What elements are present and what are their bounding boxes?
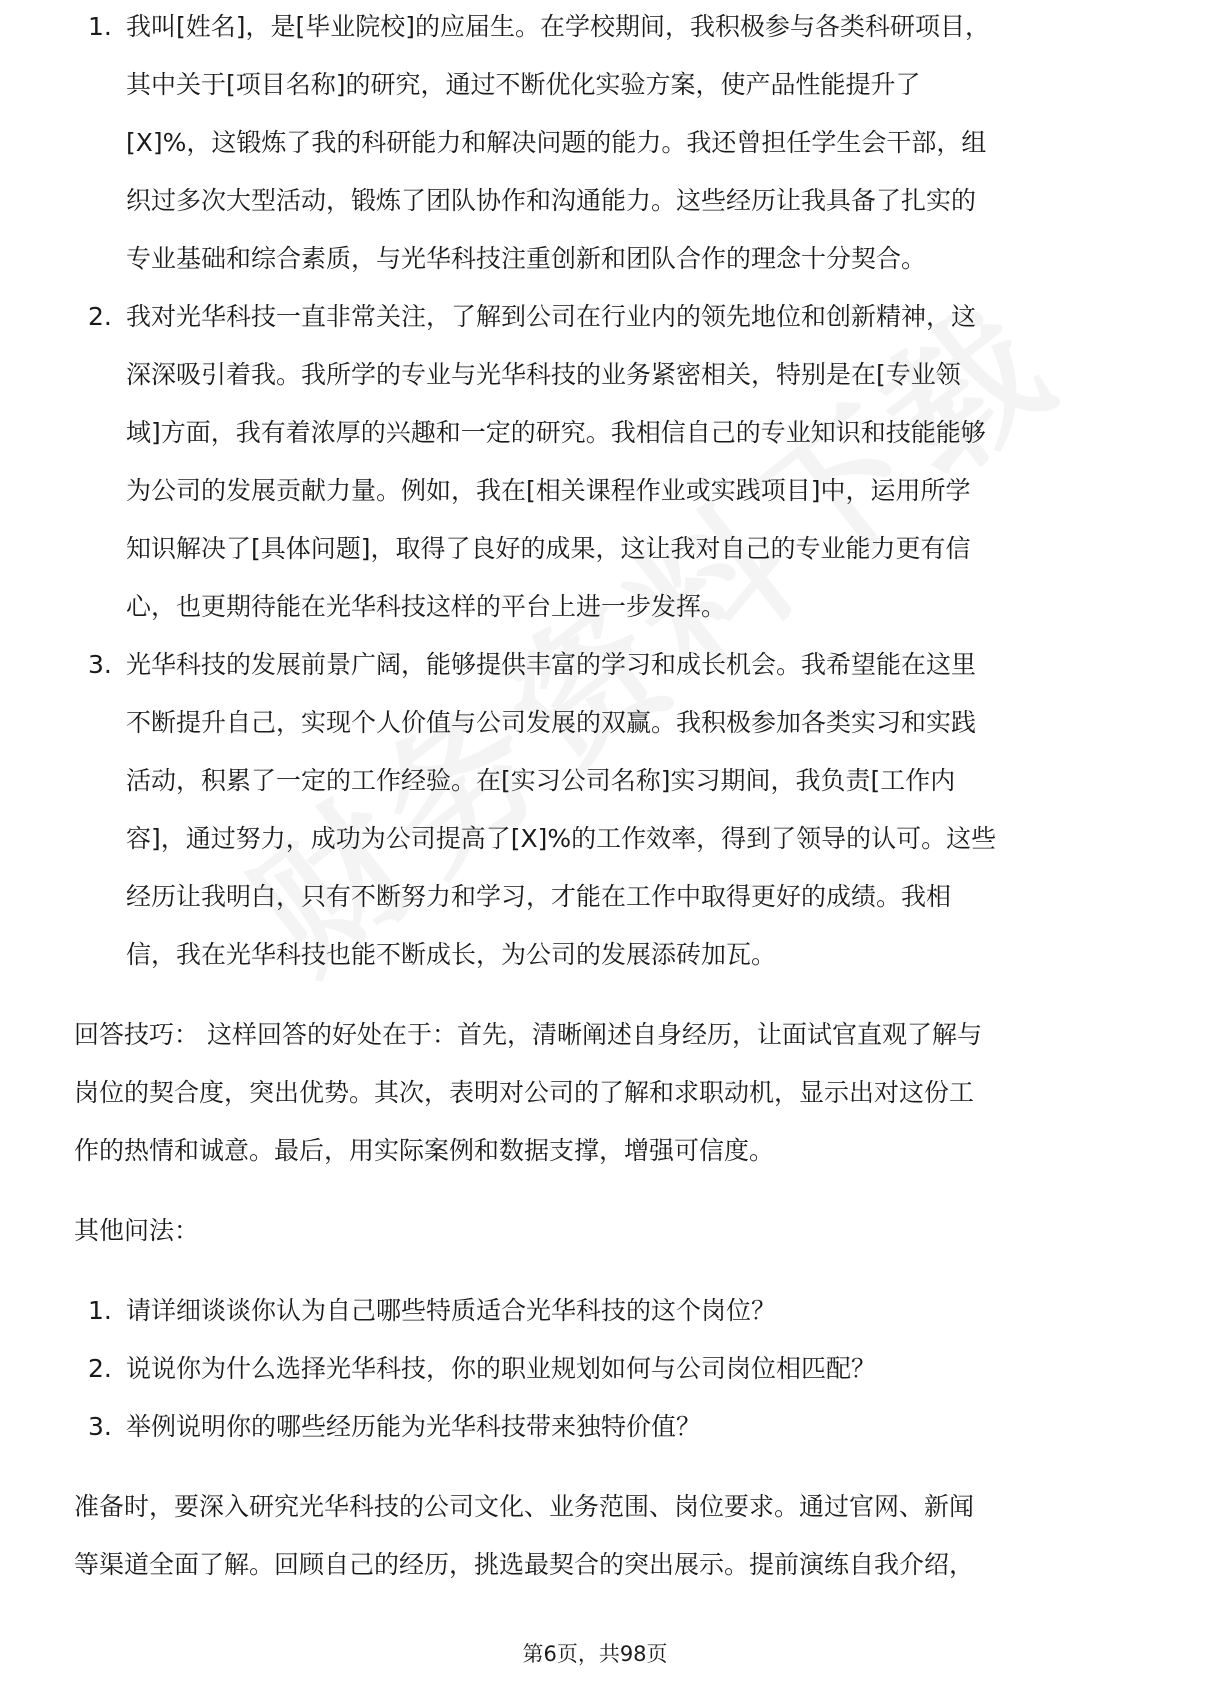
paragraph-line: 作的热情和诚意。最后，用实际案例和数据支撑，增强可信度。 xyxy=(74,1136,775,1165)
list-number: 1. xyxy=(88,12,112,41)
list-number: 2. xyxy=(88,1354,112,1383)
paragraph-line: 准备时，要深入研究光华科技的公司文化、业务范围、岗位要求。通过官网、新闻 xyxy=(74,1492,975,1521)
list-item-3 xyxy=(74,636,1124,984)
spacer xyxy=(74,1456,1124,1478)
question-text: 请详细谈谈你认为自己哪些特质适合光华科技的这个岗位？ xyxy=(126,1296,777,1325)
spacer xyxy=(74,984,1124,1006)
question-text: 说说你为什么选择光华科技，你的职业规划如何与公司岗位相匹配？ xyxy=(126,1354,877,1383)
list-line: 其中关于[项目名称]的研究，通过不断优化实验方案，使产品性能提升了 xyxy=(126,70,921,99)
list-line: 经历让我明白，只有不断努力和学习，才能在工作中取得更好的成绩。我相 xyxy=(126,882,952,911)
page-number: 第6页，共98页 xyxy=(522,1642,668,1666)
list-line: 活动，积累了一定的工作经验。在[实习公司名称]实习期间，我负责[工作内 xyxy=(126,766,956,795)
question-item-2 xyxy=(74,1340,1124,1398)
list-item-2 xyxy=(74,288,1124,636)
paragraph-line: 等渠道全面了解。回顾自己的经历，挑选最契合的突出展示。提前演练自我介绍， xyxy=(74,1550,975,1579)
question-item-1 xyxy=(74,1282,1124,1340)
list-number: 3. xyxy=(88,650,112,679)
list-line: 不断提升自己，实现个人价值与公司发展的双赢。我积极参加各类实习和实践 xyxy=(126,708,977,737)
other-questions-heading: 其他问法： xyxy=(74,1216,200,1245)
list-number: 2. xyxy=(88,302,112,331)
clipped-top-line xyxy=(88,12,1124,56)
list-line: 专业基础和综合素质，与光华科技注重创新和团队合作的理念十分契合。 xyxy=(126,244,927,273)
paragraph-line: 回答技巧： 这样回答的好处在于：首先，清晰阐述自身经历，让面试官直观了解与 xyxy=(74,1020,982,1049)
list-line: 为公司的发展贡献力量。例如，我在[相关课程作业或实践项目]中，运用所学 xyxy=(126,476,971,505)
list-line: 光华科技的发展前景广阔，能够提供丰富的学习和成长机会。我希望能在这里 xyxy=(126,650,977,679)
preparation-paragraph xyxy=(74,1478,1124,1594)
list-line: 心，也更期待能在光华科技这样的平台上进一步发挥。 xyxy=(126,592,727,621)
list-number: 1. xyxy=(88,1296,112,1325)
list-line: 容]，通过努力，成功为公司提高了[X]%的工作效率，得到了领导的认可。这些 xyxy=(126,824,997,853)
list-line: 域]方面，我有着浓厚的兴趣和一定的研究。我相信自己的专业知识和技能能够 xyxy=(126,418,986,447)
list-line: [X]%，这锻炼了我的科研能力和解决问题的能力。我还曾担任学生会干部，组 xyxy=(126,128,987,157)
question-text: 举例说明你的哪些经历能为光华科技带来独特价值？ xyxy=(126,1412,702,1441)
list-line: 知识解决了[具体问题]，取得了良好的成果，这让我对自己的专业能力更有信 xyxy=(126,534,971,563)
list-line: 深深吸引着我。我所学的专业与光华科技的业务紧密相关，特别是在[专业领 xyxy=(126,360,961,389)
question-item-3 xyxy=(74,1398,1124,1456)
document-body xyxy=(74,12,1124,1594)
spacer xyxy=(74,1180,1124,1202)
list-line: 我对光华科技一直非常关注，了解到公司在行业内的领先地位和创新精神，这 xyxy=(126,302,977,331)
list-number: 3. xyxy=(88,1412,112,1441)
list-line: 我叫[姓名]，是[毕业院校]的应届生。在学校期间，我积极参与各类科研项目， xyxy=(126,12,991,41)
list-line: 信，我在光华科技也能不断成长，为公司的发展添砖加瓦。 xyxy=(126,940,777,969)
list-item-1 xyxy=(74,12,1124,288)
list-line: 织过多次大型活动，锻炼了团队协作和沟通能力。这些经历让我具备了扎实的 xyxy=(126,186,977,215)
spacer xyxy=(74,1260,1124,1282)
tips-paragraph xyxy=(74,1006,1124,1180)
paragraph-line: 岗位的契合度，突出优势。其次，表明对公司的了解和求职动机，显示出对这份工 xyxy=(74,1078,975,1107)
